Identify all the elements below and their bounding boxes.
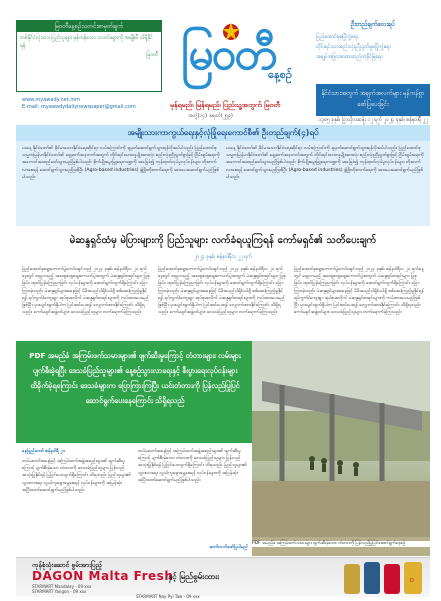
objectives-box: [316, 20, 430, 80]
logo-subtitle: နေ့စဉ်: [268, 68, 292, 81]
dagon-malta-ad[interactable]: [16, 557, 430, 597]
objective-item: အချုပ်အခြာအာဏာတည်တံ့ခိုင်မြဲရေး: [316, 54, 383, 60]
tagline-panel: နိုင်ငံသားအတွက် အချက်အလက်များ မှန်ကန်စွာ ဖော်ပြပေးခြင်း: [316, 84, 430, 116]
website-link[interactable]: www.myawady.net.mm: [22, 97, 80, 103]
feature-dateline: နေပြည်တော် ဇန်နဝါရီ ၂၁: [22, 449, 66, 454]
lead-article-body: ပြည်ထောင်စုရွေးကောက်ပွဲကော်မရှင်သည် ၂၀၂၄ ခုနှစ်၊ ဇန်နဝါရီလ ၂၁ ရက်နေ့တွင် ရှေ့လာမည့် အထွေထွေရွေးကောက်ပွဲအတွက် မဲဆန္ဒရှင်စာရင်းများ ပြုစုခြင်း၊ ထုတ်ပြန်ကြေညာခြင်း လုပ်ငန်းများကို ဆောင်ရွက်လျက်ရှိကြောင်း ပြောကြားခဲ့သည်။ မဲဆန္ဒရှင်များအနေဖြင့် မိမိအမည်ပါရှိ/မပါရှိ စစ်ဆေးကြည့်ရှုနိုင်ရန် ရပ်ကွက်/ကျေးရွာ အုပ်စုအလိုက် မဲဆန္ဒရှင်စာရင်းများကို ကပ်ထားပေးမည်ဖြစ်ပြီး မှားယွင်းချက်ရှိပါက ပြင်ဆင်ပေးရန် လျှောက်ထားနိုင်ကြောင်း သိရှိရသည်။ ကော်မရှင်အဖွဲ့ဝင်များ၊ ဒေသခံပြည်သူများ တက်ရောက်ခဲ့ကြသည်။: [22, 267, 150, 316]
bridge-illustration: [252, 341, 430, 556]
top-article-headline[interactable]: အမျိုးသားကာကွယ်ရေးနှင့်လုံခြုံရေးကောင်စီ၏ ဦးတည်ချက်(၄)ရပ်: [16, 125, 430, 141]
lead-article-dateline: ၂၀၂၄ ခုနှစ်၊ ဇန်နဝါရီလ ၂၂ ရက်: [194, 254, 252, 260]
top-article: [16, 125, 430, 226]
ad-subtitle: နှင့် မြည်စွမ်းထားး: [168, 572, 220, 581]
lead-article: [16, 228, 430, 340]
objectives-title: ဦးတည်ချက်လေးရပ်: [351, 21, 395, 28]
svg-text:D: D: [410, 578, 414, 584]
ad-headline: ကုန်စုံသုံးဆောင် စွမ်းအားပြည့်: [32, 561, 102, 569]
top-article-body: ယနေ့ နိုင်ငံတော်၏ ခိုင်မာသောနိုင်ငံရေးဆိုင်ရာ လမ်းကြောင်းကို ချမှတ်ဆောင်ရွက်သွားရန်လိုအပ်ပါသည်။ ပြည်ထောင်စုသမ္မတမြန်မာနိုင်ငံတော်၏ ရှေ့ဆက်အနာဂတ်အတွက် တိုင်းရင်းသားလူမျိုးအားလုံး စည်းလုံးညီညွတ်စွာဖြင့် ငြိမ်းချမ်းရေးကို အကောင်အထည်ဖော်သွားမည်ဖြစ်ပါသည်။ စိုက်ပျိုးမွေးမြူရေးကဏ္ဍကို အခြေခံ၍ ကုန်ထုတ်လုပ်မှုလုပ်ငန်းများ တိုးတက်လာစေရန် ဆောင်ရွက်သွားမည်ဖြစ်ပြီး (Agro-based industries) ဖွံ့ဖြိုးတိုးတက်ရေးကို အားပေးဆောင်ရွက်မည်ဖြစ်ပါသည်။: [226, 146, 424, 180]
continued-note: ဆက်လက်ဖော်ပြပါမည်: [209, 545, 248, 550]
lead-article-body: ပြည်ထောင်စုရွေးကောက်ပွဲကော်မရှင်သည် ၂၀၂၄ ခုနှစ်၊ ဇန်နဝါရီလ ၂၁ ရက်နေ့တွင် ရှေ့လာမည့် အထွေထွေရွေးကောက်ပွဲအတွက် မဲဆန္ဒရှင်စာရင်းများ ပြုစုခြင်း၊ ထုတ်ပြန်ကြေညာခြင်း လုပ်ငန်းများကို ဆောင်ရွက်လျက်ရှိကြောင်း ပြောကြားခဲ့သည်။ မဲဆန္ဒရှင်များအနေဖြင့် မိမိအမည်ပါရှိ/မပါရှိ စစ်ဆေးကြည့်ရှုနိုင်ရန် ရပ်ကွက်/ကျေးရွာ အုပ်စုအလိုက် မဲဆန္ဒရှင်စာရင်းများကို ကပ်ထားပေးမည်ဖြစ်ပြီး မှားယွင်းချက်ရှိပါက ပြင်ဆင်ပေးရန် လျှောက်ထားနိုင်ကြောင်း သိရှိရသည်။ ကော်မရှင်အဖွဲ့ဝင်များ၊ ဒေသခံပြည်သူများ တက်ရောက်ခဲ့ကြသည်။: [158, 267, 286, 316]
feature-headline[interactable]: PDF အမည်ခံ အကြမ်းဖက်သမားများ၏ ဖျက်ဆီးမှုကြောင့် တံတားများ၊ လမ်းများ ပျက်စီးခဲ့ရပြီး ဒေသခံပြည်သူများ၏ နေ့စဉ်သွားလာရေးနှင့် စီးပွားရေးလုပ်ငန်းများ ထိခိုက်ခဲ့ရကြောင်း ဒေသခံများက ပြောကြားကြပြီး ယင်းတံတားကို ပြန်လည်ပြုပြင်ဆောင်ရွက်ပေးနေကြောင်း သိရှိရသည်: [29, 351, 241, 405]
feature-panel: [16, 341, 252, 443]
motto-text: တစ်နိုင်ငံလုံးသား ပြည်သူများ မှန်ကန်သော သတင်းများကို အချိန်မီ သိရှိနိုင်ရန်: [20, 35, 153, 49]
bridge-photo: [252, 341, 430, 556]
ad-contact: STARMART Nay Pyi Taw - 09 xxx: [136, 594, 200, 599]
email-link[interactable]: E-mail: myawadydailynewspaper@gmail.com: [22, 104, 136, 110]
masthead-logo: [168, 22, 308, 88]
volume-number: အတွဲ(၁၄) အမှတ်(၂၅၉): [188, 113, 233, 119]
lead-article-body: ပြည်ထောင်စုရွေးကောက်ပွဲကော်မရှင်သည် ၂၀၂၄ ခုနှစ်၊ ဇန်နဝါရီလ ၂၁ ရက်နေ့တွင် ရှေ့လာမည့် အထွေထွေရွေးကောက်ပွဲအတွက် မဲဆန္ဒရှင်စာရင်းများ ပြုစုခြင်း၊ ထုတ်ပြန်ကြေညာခြင်း လုပ်ငန်းများကို ဆောင်ရွက်လျက်ရှိကြောင်း ပြောကြားခဲ့သည်။ မဲဆန္ဒရှင်များအနေဖြင့် မိမိအမည်ပါရှိ/မပါရှိ စစ်ဆေးကြည့်ရှုနိုင်ရန် ရပ်ကွက်/ကျေးရွာ အုပ်စုအလိုက် မဲဆန္ဒရှင်စာရင်းများကို ကပ်ထားပေးမည်ဖြစ်ပြီး မှားယွင်းချက်ရှိပါက ပြင်ဆင်ပေးရန် လျှောက်ထားနိုင်ကြောင်း သိရှိရသည်။ ကော်မရှင်အဖွဲ့ဝင်များ၊ ဒေသခံပြည်သူများ တက်ရောက်ခဲ့ကြသည်။: [294, 267, 424, 316]
issue-date: ၁၃၈၅ ခုနှစ်၊ ပြာသိုလဆန်း ၁၂ ရက် ၂၀၂၄ ခုနှစ်၊ ဇန်နဝါရီ ၂၂: [318, 117, 428, 123]
photo-caption: PDF အမည်ခံ အကြမ်းဖက်သမားများ ဖျက်ဆီးခဲ့သော တံတားကို ပြန်လည်ပြုပြင်ဆောင်ရွက်နေစဉ်: [252, 541, 430, 547]
malta-cans-icon: [342, 560, 426, 596]
lead-article-headline[interactable]: မဲဆန္ဒရှင်ထံမှ မဲပြားများကို ပြည်သူများ လက်ခံရယူကြရန် ကော်မရှင်၏ သတိပေးချက်: [69, 235, 377, 246]
objective-item: ပြည်ထောင်စုမပြိုကွဲရေး: [316, 34, 359, 40]
feature-body: တပ်မတော်အနေဖြင့် အကြမ်းဖက်အဖွဲ့အစည်းများ၏ ဖျက်ဆီးမှုကြောင့် ပျက်စီးခဲ့သော တံတားကို ဒေသခံပြည်သူများ ပြန်လည်အသုံးပြုနိုင်ရန် ပြုပြင်ပေးလျက်ရှိကြောင်း သိရသည်။ ပြည်သူများ၏ သွားလာရေး လွယ်ကူချောမွေ့စေရန် လုပ်ငန်းများကို အမြန်ဆုံး အပြီးသတ်ဆောင်ရွက်မည်ဖြစ်ပါသည်။: [22, 459, 131, 493]
top-article-body: ယနေ့ နိုင်ငံတော်၏ ခိုင်မာသောနိုင်ငံရေးဆိုင်ရာ လမ်းကြောင်းကို ချမှတ်ဆောင်ရွက်သွားရန်လိုအပ်ပါသည်။ ပြည်ထောင်စုသမ္မတမြန်မာနိုင်ငံတော်၏ ရှေ့ဆက်အနာဂတ်အတွက် တိုင်းရင်းသားလူမျိုးအားလုံး စည်းလုံးညီညွတ်စွာဖြင့် ငြိမ်းချမ်းရေးကို အကောင်အထည်ဖော်သွားမည်ဖြစ်ပါသည်။ စိုက်ပျိုးမွေးမြူရေးကဏ္ဍကို အခြေခံ၍ ကုန်ထုတ်လုပ်မှုလုပ်ငန်းများ တိုးတက်လာစေရန် ဆောင်ရွက်သွားမည်ဖြစ်ပြီး (Agro-based industries) ဖွံ့ဖြိုးတိုးတက်ရေးကို အားပေးဆောင်ရွက်မည်ဖြစ်ပါသည်။: [22, 146, 220, 180]
ad-contact: STARMART Mandalay - 09 xxx: [32, 584, 92, 589]
logo-wordmark: မြဝတီ: [180, 29, 276, 80]
ad-brand: DAGON Malta Fresh: [32, 569, 174, 583]
motto-sign: မြဝတီ: [146, 52, 158, 58]
ad-contact: STARMART Yangon - 09 xxx: [32, 589, 87, 594]
objective-item: တိုင်းရင်းသားစည်းလုံးညီညွတ်မှုမပြိုကွဲရေး: [316, 44, 391, 50]
feature-body: တပ်မတော်အနေဖြင့် အကြမ်းဖက်အဖွဲ့အစည်းများ၏ ဖျက်ဆီးမှုကြောင့် ပျက်စီးခဲ့သော တံတားကို ဒေသခံပြည်သူများ ပြန်လည်အသုံးပြုနိုင်ရန် ပြုပြင်ပေးလျက်ရှိကြောင်း သိရသည်။ ပြည်သူများ၏ သွားလာရေး လွယ်ကူချောမွေ့စေရန် လုပ်ငန်းများကို အမြန်ဆုံး အပြီးသတ်ဆောင်ရွက်မည်ဖြစ်ပါသည်။: [138, 449, 247, 483]
motto-title: မြဝတီနေ့စဉ်သတင်းစာမှတ်ချက်: [17, 21, 161, 32]
slogan: မှန်ရမည်၊ မြန်ရမည်၊ ပြည်သူ့အတွက် မြဝတီ: [169, 101, 281, 109]
feature-article: [16, 444, 252, 556]
motto-box: [16, 20, 162, 92]
